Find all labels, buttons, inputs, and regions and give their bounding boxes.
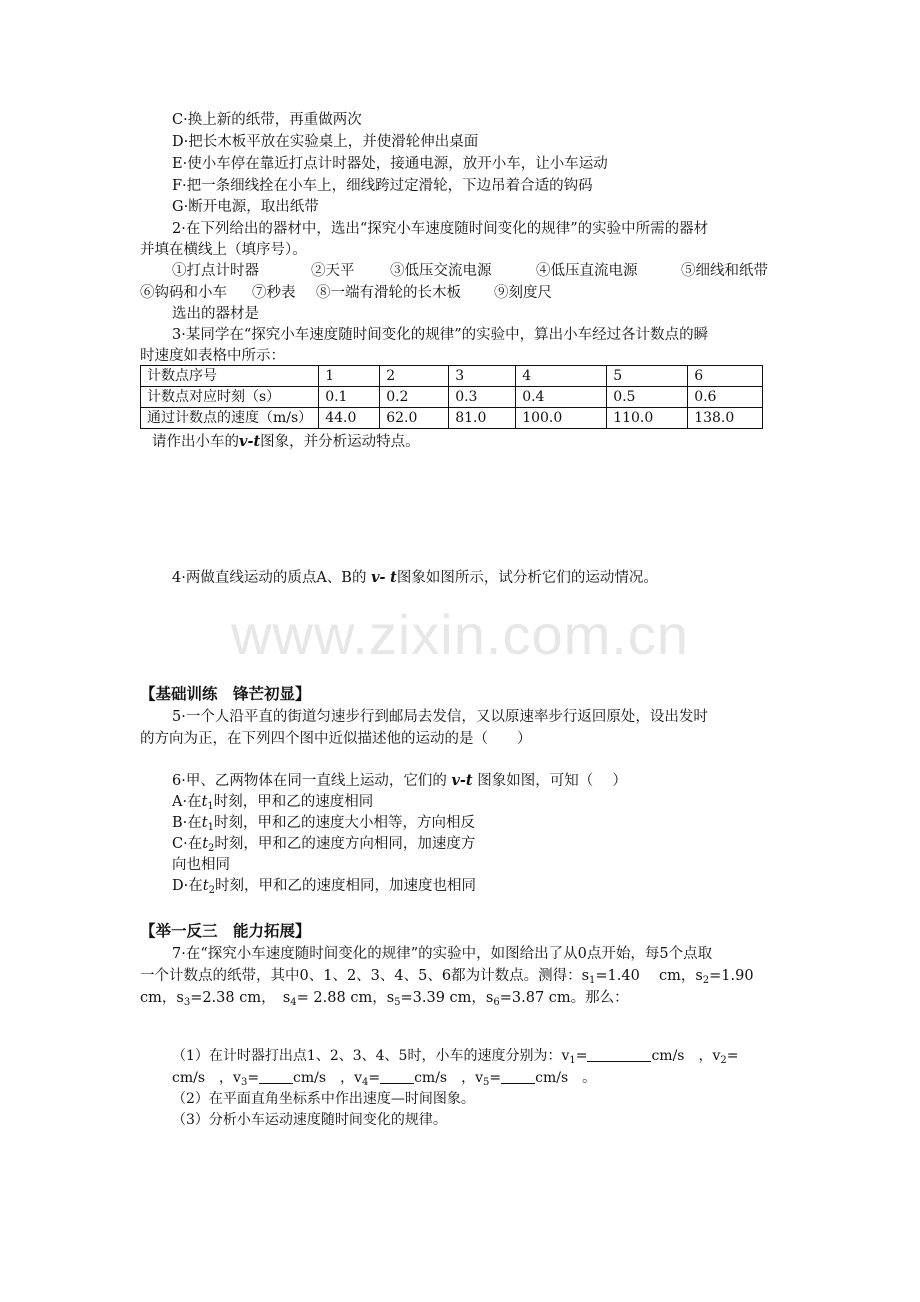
table-cell: 0.6	[688, 387, 763, 408]
table-cell: 100.0	[516, 408, 607, 429]
equipment-2: ②天平	[311, 263, 355, 279]
equipment-9: ⑨刻度尺	[494, 285, 552, 301]
question-7-part2: （2）在平面直角坐标系中作出速度—时间图象。	[172, 1091, 475, 1107]
equipment-1: ①打点计时器	[172, 263, 259, 279]
answer-blank-v3[interactable]	[259, 1069, 293, 1084]
table-cell: 计数点序号	[141, 366, 319, 387]
equipment-3: ③低压交流电源	[390, 263, 492, 279]
answer-blank-v1[interactable]	[587, 1047, 651, 1062]
question-7-line2: 一个计数点的纸带，其中0、1、2、3、4、5、6都为计数点。测得：$s_1=1.40$ cm，$s_2=1.90$	[140, 968, 754, 986]
table-row	[141, 408, 763, 429]
question-6-option-c: C·在$t_2$时刻，甲和乙的速度方向相同，加速度方	[172, 836, 476, 854]
question-7-part1-line2: cm/s ，$v_3= cm/s$ ，$v_4= cm/s$ ，$v_5= cm/s$ 。	[172, 1070, 597, 1088]
table-cell: 1	[319, 366, 380, 387]
question-2-line1: 2·在下列给出的器材中，选出“探究小车速度随时间变化的规律”的实验中所需的器材	[172, 221, 709, 237]
question-6-option-b: B·在$t_1$时刻，甲和乙的速度大小相等，方向相反	[172, 815, 475, 833]
table-cell: 44.0	[319, 408, 380, 429]
step-f: F·把一条细线拴在小车上，细线跨过定滑轮，下边吊着合适的钩码	[172, 178, 593, 194]
step-g: G·断开电源，取出纸带	[172, 199, 319, 215]
table-cell: 0.5	[607, 387, 688, 408]
question-3-line1: 3·某同学在“探究小车速度随时间变化的规律”的实验中，算出小车经过各计数点的瞬	[172, 327, 709, 343]
question-6-option-d: D·在$t_2$时刻，甲和乙的速度相同，加速度也相同	[172, 878, 476, 896]
table-row	[141, 366, 763, 387]
question-6: 6·甲、乙两物体在同一直线上运动，它们的 v-t 图象如图，可知（ ）	[172, 772, 627, 789]
table-row	[141, 387, 763, 408]
watermark: www.zixin.com.cn	[231, 603, 689, 666]
equipment-7: ⑦秒表	[252, 285, 296, 301]
equipment-6: ⑥钩码和小车	[140, 285, 227, 301]
step-d: D·把长木板平放在实验桌上，并使滑轮伸出桌面	[172, 134, 479, 150]
step-c: C·换上新的纸带，再重做两次	[172, 112, 362, 128]
table-cell: 计数点对应时刻（s）	[141, 387, 319, 408]
table-cell: 138.0	[688, 408, 763, 429]
question-3-instruction: 请作出小车的v-t图象，并分析运动特点。	[152, 433, 420, 450]
question-7-line1: 7·在“探究小车速度随时间变化的规律”的实验中，如图给出了从0点开始，每5个点取	[172, 946, 713, 962]
question-7-part1-line1: （1）在计时器打出点1、2、3、4、5时，小车的速度分别为：$v_1= cm/s$ ，$v_2=$	[172, 1048, 739, 1066]
question-7-part3: （3）分析小车运动速度随时间变化的规律。	[172, 1112, 447, 1128]
equipment-4: ④低压直流电源	[536, 263, 638, 279]
chosen-equipment-label: 选出的器材是	[172, 306, 259, 322]
answer-blank-v4[interactable]	[380, 1069, 414, 1084]
table-cell: 110.0	[607, 408, 688, 429]
table-cell: 0.2	[380, 387, 449, 408]
question-5-line1: 5·一个人沿平直的街道匀速步行到邮局去发信，又以原速率步行返回原处，设出发时	[172, 709, 708, 725]
question-3-line2: 时速度如表格中所示：	[140, 348, 285, 364]
table-cell: 0.4	[516, 387, 607, 408]
table-cell: 62.0	[380, 408, 449, 429]
table-cell: 6	[688, 366, 763, 387]
table-cell: 3	[449, 366, 516, 387]
question-7-line3: cm，$s_3=2.38$ cm， $s_4= 2.88$ cm，$s_5=3.39$ cm，$s_6=3.87$ cm。那么：	[140, 990, 629, 1008]
equipment-5: ⑤细线和纸带	[681, 263, 768, 279]
table-cell: 5	[607, 366, 688, 387]
table-cell: 81.0	[449, 408, 516, 429]
question-6-option-c-cont: 向也相同	[172, 857, 230, 873]
section-heading-extension: 【举一反三 能力拓展】	[140, 921, 311, 940]
table-cell: 0.3	[449, 387, 516, 408]
answer-blank-v5[interactable]	[501, 1069, 535, 1084]
table-cell: 0.1	[319, 387, 380, 408]
equipment-8: ⑧一端有滑轮的长木板	[316, 285, 461, 301]
question-4: 4·两做直线运动的质点A、B的 v- t图象如图所示，试分析它们的运动情况。	[172, 569, 658, 586]
section-heading-basic: 【基础训练 锋芒初显】	[140, 684, 311, 703]
table-cell: 4	[516, 366, 607, 387]
question-2-line2: 并填在横线上（填序号）。	[140, 242, 307, 258]
question-5-line2: 的方向为正，在下列四个图中近似描述他的运动的是（ ）	[140, 731, 532, 747]
question-6-option-a: A·在$t_1$时刻，甲和乙的速度相同	[172, 794, 374, 812]
step-e: E·使小车停在靠近打点计时器处，接通电源，放开小车，让小车运动	[172, 156, 608, 172]
velocity-table	[140, 365, 763, 429]
table-cell: 通过计数点的速度（m/s）	[141, 408, 319, 429]
table-cell: 2	[380, 366, 449, 387]
